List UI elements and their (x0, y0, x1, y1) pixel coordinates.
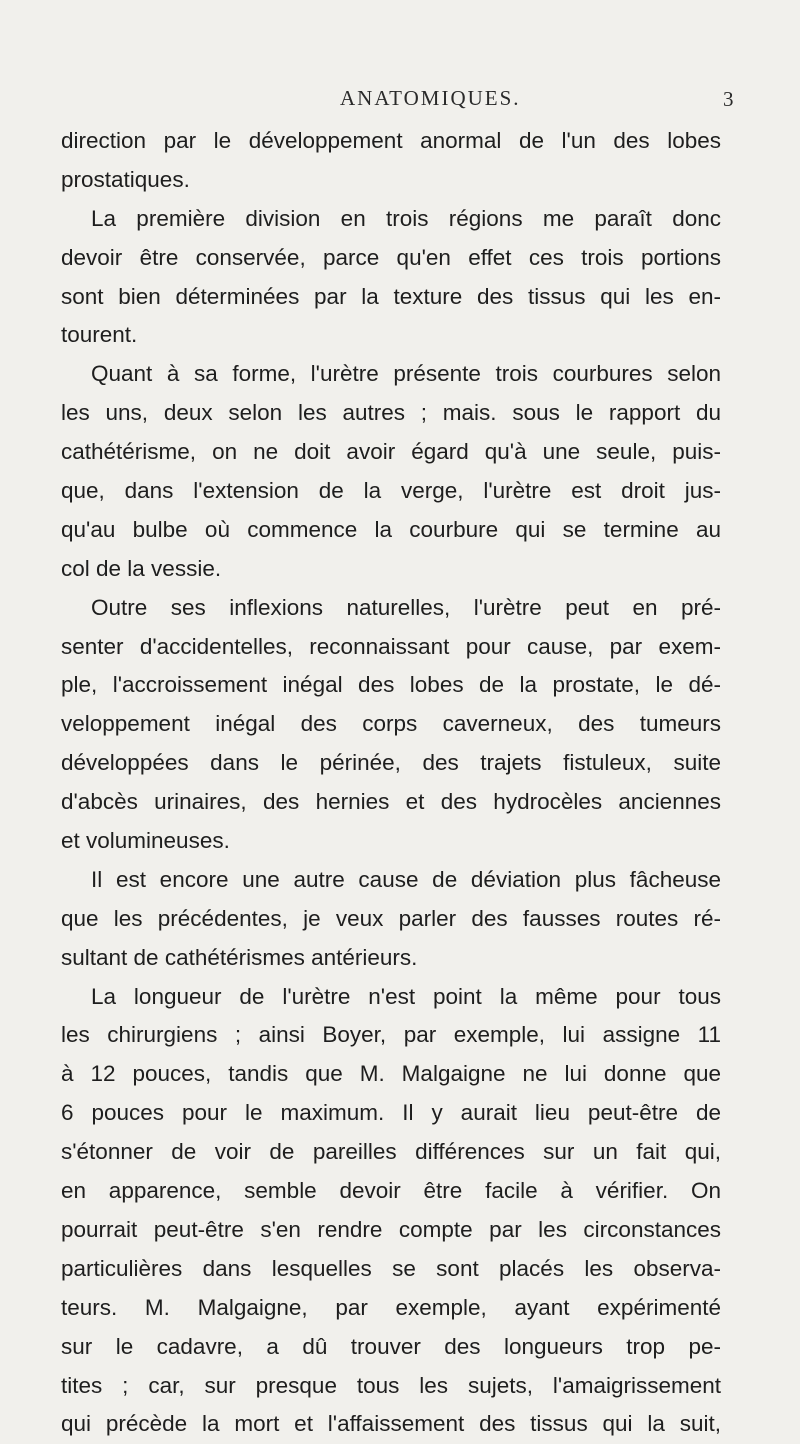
body-text (61, 122, 721, 1444)
text-line: Quant à sa forme, l'urètre présente trois courbures selon (91, 361, 721, 387)
text-line: particulières dans lesquelles se sont placés les observa- (61, 1255, 721, 1281)
text-line: que les précédentes, je veux parler des fausses routes ré- (61, 905, 721, 931)
text-line: La première division en trois régions me paraît donc (91, 205, 721, 231)
text-line: développées dans le périnée, des trajets fistuleux, suite (61, 750, 721, 776)
text-line: sultant de cathétérismes antérieurs. (61, 944, 418, 970)
text-line: direction par le développement anormal de l'un des lobes (61, 128, 721, 153)
text-line: Outre ses inflexions naturelles, l'urètre peut en pré- (91, 594, 721, 620)
text-line: les uns, deux selon les autres ; mais. sous le rapport du (61, 400, 721, 426)
text-line: 6 pouces pour le maximum. Il y aurait lieu peut-être de (61, 1100, 721, 1126)
text-line: qui précède la mort et l'affaissement des tissus qui la suit, (61, 1411, 721, 1437)
text-line: sont bien déterminées par la texture des tissus qui les en- (61, 283, 721, 309)
text-line: sur le cadavre, a dû trouver des longueurs trop pe- (61, 1333, 721, 1359)
text-line: à 12 pouces, tandis que M. Malgaigne ne lui donne que (61, 1061, 721, 1087)
text-line: tites ; car, sur presque tous les sujets, l'amaigrissement (61, 1372, 721, 1398)
text-line: pourrait peut-être s'en rendre compte par les circonstances (61, 1216, 721, 1242)
text-line: La longueur de l'urètre n'est point la même pour tous (91, 983, 721, 1009)
text-line: cathétérisme, on ne doit avoir égard qu'à une seule, puis- (61, 439, 721, 465)
text-line: qu'au bulbe où commence la courbure qui se termine au (61, 516, 721, 542)
text-line: et volumineuses. (61, 828, 230, 854)
text-line: les chirurgiens ; ainsi Boyer, par exemple, lui assigne 11 (61, 1022, 721, 1048)
text-line: en apparence, semble devoir être facile à vérifier. On (61, 1178, 721, 1204)
text-line: d'abcès urinaires, des hernies et des hydrocèles anciennes (61, 789, 721, 815)
text-line: teurs. M. Malgaigne, par exemple, ayant expérimenté (61, 1294, 721, 1320)
text-line: Il est encore une autre cause de déviation plus fâcheuse (91, 866, 721, 892)
running-title: ANATOMIQUES. (340, 86, 521, 110)
text-line: que, dans l'extension de la verge, l'urètre est droit jus- (61, 478, 721, 504)
text-line: ple, l'accroissement inégal des lobes de la prostate, le dé- (61, 672, 721, 698)
page-header (0, 86, 800, 116)
text-line: tourent. (61, 322, 138, 348)
text-line: prostatiques. (61, 166, 190, 192)
text-line: senter d'accidentelles, reconnaissant pour cause, par exem- (61, 633, 721, 659)
text-line: col de la vessie. (61, 555, 222, 581)
text-line: veloppement inégal des corps caverneux, des tumeurs (61, 711, 721, 737)
text-line: devoir être conservée, parce qu'en effet ces trois portions (61, 244, 721, 270)
page-number: 3 (723, 87, 734, 111)
text-line: s'étonner de voir de pareilles différences sur un fait qui, (61, 1139, 721, 1165)
